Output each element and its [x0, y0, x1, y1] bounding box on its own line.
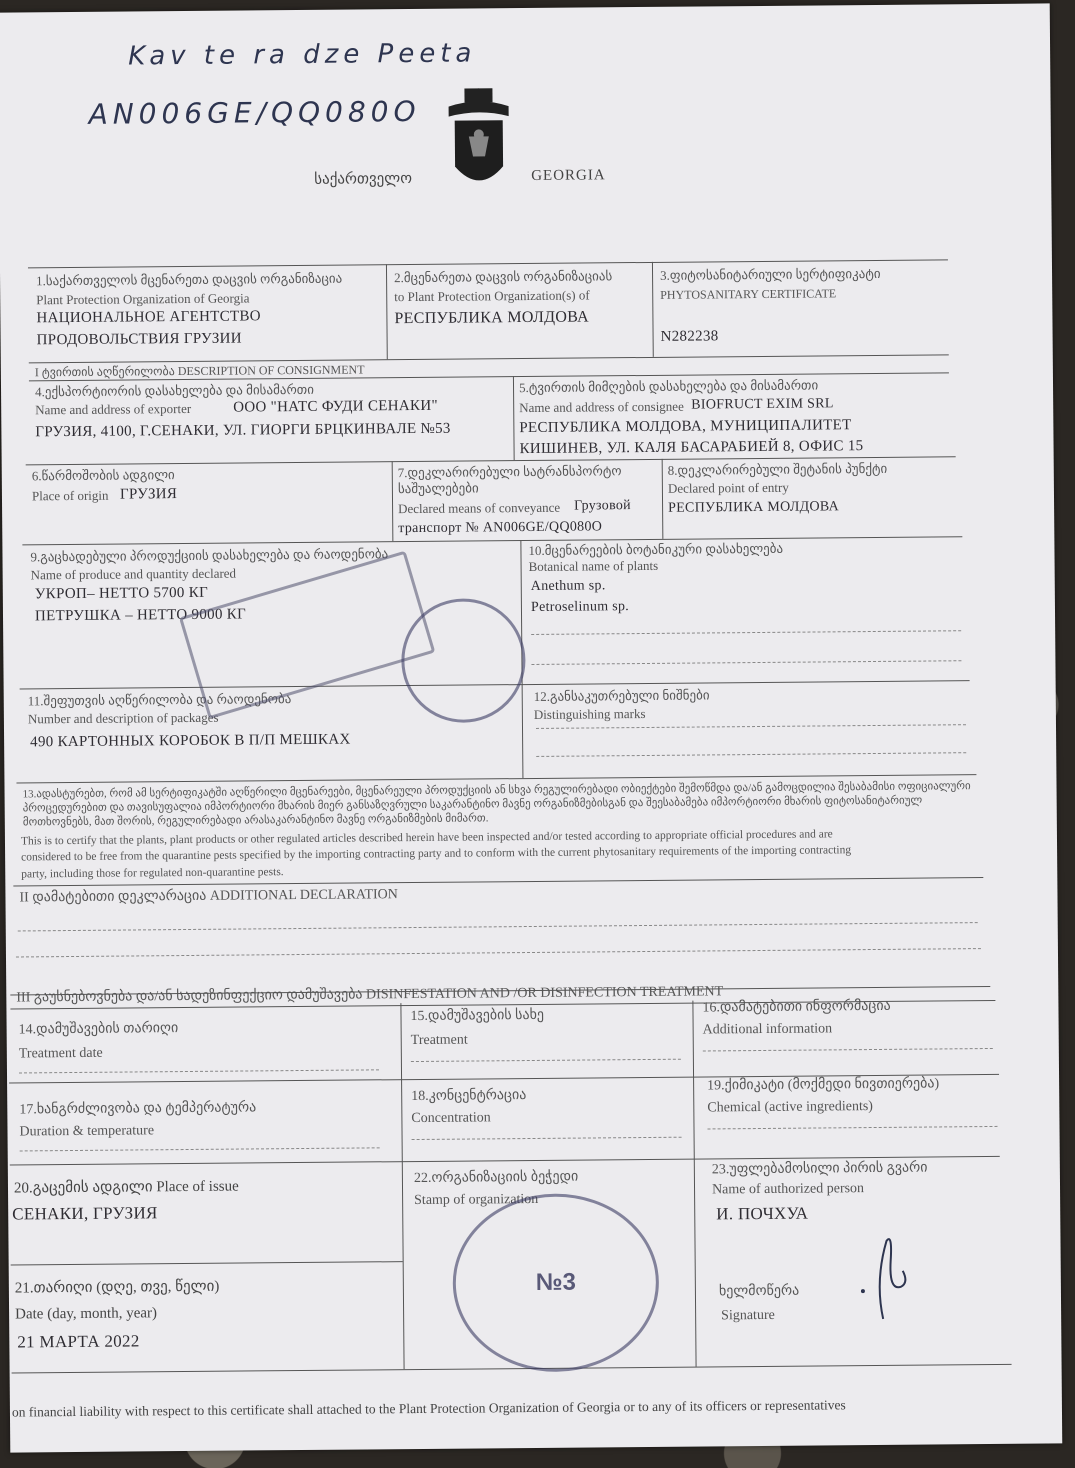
box8-label-ka: 8.დეკლარირებული შეტანის პუნქტი: [667, 460, 888, 478]
box2-value: РЕСПУБЛИКА МОЛДОВА: [394, 308, 590, 328]
certification-text-en3: party, including those for regulated non-quarantine pests.: [21, 866, 284, 881]
inspection-stamp-round: [401, 598, 526, 723]
dashed-line: [531, 630, 961, 635]
rule: [652, 262, 654, 357]
dashed-line: [20, 1147, 380, 1151]
box6-label-ka: 6.წარმოშობის ადგილი: [31, 467, 175, 484]
dashed-line: [703, 1048, 993, 1052]
certificate-number: N282238: [660, 328, 719, 345]
box15-label-ka: 15.დამუშავების სახე: [410, 1007, 545, 1025]
dashed-line: [18, 922, 978, 931]
point-of-entry: РЕСПУБЛИКА МОЛДОВА: [668, 499, 840, 516]
certification-text-en2: considered to be free from the quarantine pests specified by the importing contracting party and to conform with the current phytosanitary requirements of the importing contracting: [21, 844, 852, 864]
produce-line2: ПЕТРУШКА – НЕТТО 9000 КГ: [34, 606, 247, 625]
box3-label-ka: 3.ფიტოსანიტარიული სერტიფიკატი: [659, 265, 881, 283]
box16-label-en: Additional information: [702, 1021, 833, 1038]
dashed-line: [531, 660, 961, 665]
coat-of-arms-icon: [438, 86, 519, 207]
box14-label-ka: 14.დამუშავების თარიღი: [18, 1021, 179, 1038]
box22-label-en: Stamp of organization: [414, 1191, 539, 1209]
conveyance-value-line1: Грузовой: [573, 498, 632, 514]
box17-label-en: Duration & temperature: [19, 1123, 155, 1140]
country-name-en: GEORGIA: [531, 167, 606, 184]
box2-label-ka: 2.მცენარეთა დაცვის ორგანიზაციას: [393, 268, 613, 286]
box1-label-ka: 1.საქართველოს მცენარეთა დაცვის ორგანიზაცია: [36, 270, 343, 289]
box7-label-ka1: 7.დეკლარირებული სატრანსპორტო: [397, 463, 622, 481]
section1-title: I ტვირთის აღწერილობა DESCRIPTION OF CONSIGNMENT: [34, 362, 365, 380]
botanical-line1: Anethum sp.: [530, 578, 606, 594]
rule: [392, 461, 394, 541]
certification-text-en1: This is to certify that the plants, plant products or other regulated articles described herein have been inspected and/or tested according to appropriate official procedures and are: [20, 828, 833, 848]
rule: [692, 1001, 696, 1367]
box21-label-en: Date (day, month, year): [15, 1305, 158, 1323]
rule: [400, 1003, 404, 1369]
dashed-line: [708, 1126, 998, 1130]
box14-label-en: Treatment date: [18, 1045, 103, 1062]
packages-value: 490 КАРТОННЫХ КОРОБОК В П/П МЕШКАХ: [30, 731, 351, 751]
signature-label-ka: ხელმოწერა: [718, 1283, 800, 1300]
dashed-line: [411, 1059, 681, 1062]
consignee-address-line2: КИШИНЕВ, УЛ. КАЛЯ БАСАРАБИЕЙ 8, ОФИС 15: [519, 438, 864, 458]
stamp-number: №3: [535, 1268, 577, 1296]
box11-label-ka: 11.შეფუთვის აღწერილობა და რაოდენობა: [27, 691, 292, 709]
box4-label-en: Name and address of exporter: [35, 400, 192, 418]
rule: [662, 459, 664, 539]
certification-text-ka: 13.ადასტურებთ, რომ ამ სერტიფიკატში აღწერილი მცენარეები, მცენარეული პროდუქციის ან სხვა რეგულირებადი ობიექტები შემოწმდა და/ან გამოცდილია შესაბამისი ოფიციალური პროცედურებით და თავისუფალია იმპორტიორი მხარის მიერ განსაზღვრული საკარანტინო მავნე ორგანიზმებისგან და შეესაბამება იმპორტიორი მხარის ფიტოსანიტარიულ მოთხოვნებს, მათ შორის, რეგულირებადი არასაკარანტინო მავნე ორგანიზმების მიმართ.: [22, 780, 971, 829]
box4-label-ka: 4.ექსპორტიორის დასახელება და მისამართი: [34, 381, 314, 400]
box18-label-ka: 18.კონცენტრაცია: [411, 1088, 527, 1105]
rule: [513, 376, 515, 460]
place-of-origin: ГРУЗИЯ: [119, 486, 178, 503]
authorized-person: И. ПОЧХУА: [716, 1203, 809, 1224]
box8-label-en: Declared point of entry: [667, 479, 789, 496]
box3-label-en: PHYTOSANITARY CERTIFICATE: [660, 286, 837, 302]
box5-label-en: Name and address of consignee: [519, 398, 684, 416]
consignee-name: BIOFRUCT EXIM SRL: [691, 396, 834, 413]
box19-label-en: Chemical (active ingredients): [707, 1099, 873, 1116]
box2-label-en: to Plant Protection Organization(s) of: [394, 287, 590, 305]
dashed-line: [536, 752, 966, 757]
box9-label-en: Name of produce and quantity declared: [30, 565, 237, 583]
dashed-line: [16, 948, 981, 957]
box6-label-en: Place of origin: [31, 487, 109, 504]
footer-liability-text: on financial liability with respect to this certificate shall attached to the Plant Protection Organization of Georgia or to any of its officers or representatives: [11, 1397, 846, 1420]
box12-label-en: Distinguishing marks: [533, 705, 646, 722]
dashed-line: [19, 1069, 379, 1073]
rule: [29, 354, 949, 363]
section3-title: III გაუსნებოვნება და/ან სადეზინფექციო დამუშავება DISINFESTATION AND /OR DISINFECTION TREATMENT: [16, 984, 724, 1006]
box16-label-ka: 16.დამატებითი ინფორმაცია: [702, 998, 891, 1016]
box10-label-en: Botanical name of plants: [528, 557, 659, 575]
signature-scribble: [842, 1231, 923, 1322]
box17-label-ka: 17.ხანგრძლივობა და ტემპერატურა: [19, 1100, 257, 1118]
conveyance-value-line2: транспорт № AN006GE/QQ080O: [398, 519, 603, 537]
place-of-issue: СЕНАКИ, ГРУЗИЯ: [12, 1203, 158, 1224]
box9-label-ka: 9.გაცხადებული პროდუქციის დასახელება და რაოდენობა: [30, 546, 389, 565]
box7-label-en: Declared means of conveyance: [398, 499, 561, 517]
box12-label-ka: 12.განსაკუთრებული ნიშნები: [533, 687, 710, 704]
box18-label-en: Concentration: [411, 1110, 491, 1127]
national-food-agency-stamp: [452, 1193, 660, 1373]
exporter-address: ГРУЗИЯ, 4100, Г.СЕНАКИ, УЛ. ГИОРГИ БРЦКИНВАЛЕ №53: [35, 420, 451, 441]
date-of-issue: 21 МАРТА 2022: [17, 1331, 140, 1352]
box22-label-ka: 22.ორგანიზაციის ბეჭედი: [413, 1169, 579, 1187]
handwritten-name: Kav te ra dze Peeta: [127, 38, 477, 72]
rule: [11, 1261, 403, 1265]
box1-value-line1: НАЦИОНАЛЬНОЕ АГЕНТСТВО: [36, 308, 261, 327]
handwritten-plate: AN006GE/QQ080O: [88, 94, 421, 131]
box20-label: 20.გაცემის ადგილი Place of issue: [13, 1178, 239, 1197]
box5-label-ka: 5.ტვირთის მიმღების დასახელება და მისამართი: [518, 377, 819, 396]
rule: [12, 1364, 1012, 1374]
certificate-document: [0, 3, 1062, 1452]
country-name-ka: საქართველო: [314, 171, 413, 188]
box11-label-en: Number and description of packages: [27, 709, 219, 727]
box15-label-en: Treatment: [410, 1032, 468, 1049]
box23-label-ka: 23.უფლებამოსილი პირის გვარი: [711, 1160, 928, 1178]
box19-label-ka: 19.ქიმიკატი (მოქმედი ნივთიერება): [707, 1076, 940, 1094]
botanical-line2: Petroselinum sp.: [530, 599, 630, 615]
box21-label-ka: 21.თარიღი (დღე, თვე, წელი): [14, 1278, 220, 1297]
consignee-address-line1: РЕСПУБЛИКА МОЛДОВА, МУНИЦИПАЛИТЕТ: [519, 417, 852, 437]
dashed-line: [536, 724, 966, 729]
box10-label-ka: 10.მცენარეების ბოტანიკური დასახელება: [528, 540, 784, 559]
section2-title: II დამატებითი დეკლარაცია ADDITIONAL DECLARATION: [19, 887, 398, 906]
dashed-line: [412, 1137, 682, 1140]
rule: [386, 264, 388, 359]
signature-label-en: Signature: [721, 1307, 775, 1324]
box7-label-ka2: საშუალებები: [397, 480, 479, 497]
box1-label-en: Plant Protection Organization of Georgia: [36, 290, 250, 308]
box23-label-en: Name of authorized person: [711, 1181, 865, 1198]
exporter-name: ООО "НАТС ФУДИ СЕНАКИ": [233, 397, 438, 416]
produce-line1: УКРОП– НЕТТО 5700 КГ: [34, 584, 209, 603]
box1-value-line2: ПРОДОВОЛЬСТВИЯ ГРУЗИИ: [36, 330, 242, 349]
